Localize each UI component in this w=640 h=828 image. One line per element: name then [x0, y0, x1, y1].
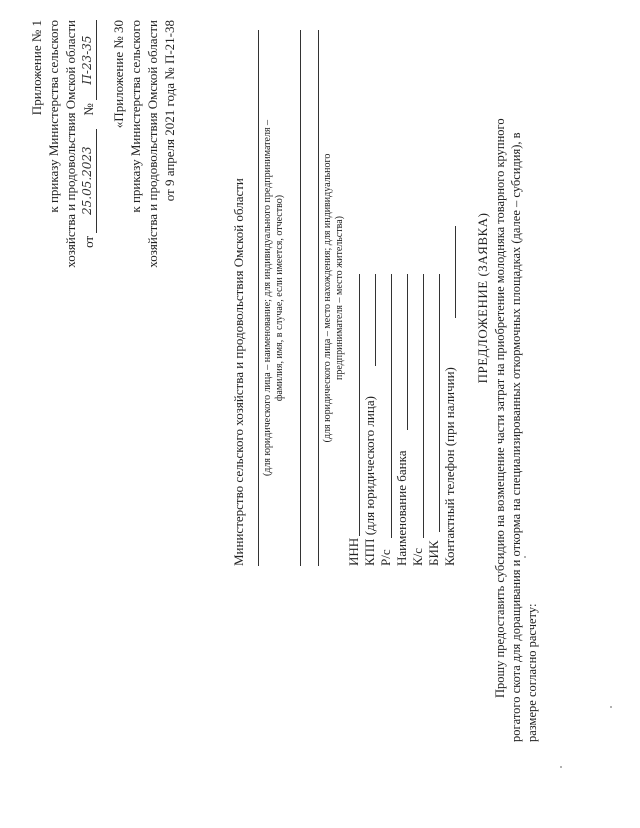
field-ks-line — [423, 274, 424, 538]
body-line1: Прошу предоставить субсидию на возмещение части затрат на приобретение молодняка товарного крупного — [493, 118, 507, 698]
field-bik-line — [439, 274, 440, 532]
scan-speck — [524, 556, 526, 558]
name-hint-line2: фамилия, имя, в случае, если имеется, отчество) — [274, 194, 285, 402]
name-line — [258, 30, 259, 566]
sub-appendix-line3: от 9 апреля 2021 года № П-21-38 — [162, 20, 177, 202]
address-hint-line1: (для юридического лица – место нахождения; для индивидуального — [322, 153, 333, 443]
sub-appendix-line2: хозяйства и продовольствия Омской области — [145, 20, 160, 268]
field-rs-label: Р/с — [378, 549, 393, 566]
field-ks-label: К/с — [410, 547, 425, 566]
appendix-date-row — [79, 20, 97, 440]
appendix-block — [28, 20, 97, 440]
scan-speck — [610, 706, 612, 708]
field-inn-label: ИНН — [346, 537, 361, 566]
field-phone-line — [455, 226, 456, 318]
field-bank-label: Наименование банка — [394, 450, 409, 566]
field-inn-line — [359, 274, 360, 536]
field-bank-line — [407, 274, 408, 430]
request-body — [492, 26, 540, 742]
date-value: 25.05.2023 — [79, 129, 97, 233]
name-hint — [262, 30, 286, 566]
number-prefix: № — [81, 103, 96, 116]
address-line — [318, 30, 319, 566]
field-rs-line — [391, 274, 392, 538]
sub-appendix-block — [110, 20, 178, 440]
body-line2: рогатого скота для доращивания и откорма на специализированных откормочных площадках (далее – субсидия), в — [509, 132, 523, 742]
appendix-line1: к приказу Министерства сельского — [46, 20, 61, 213]
appendix-line2: хозяйства и продовольствия Омской области — [63, 20, 78, 268]
name-line-2 — [300, 30, 301, 566]
body-line3: размере согласно расчету: — [525, 603, 539, 742]
address-hint-line2: предпринимателя – место жительства) — [334, 216, 345, 380]
name-hint-line1: (для юридического лица – наименование; для индивидуального предпринимателя – — [262, 119, 273, 477]
sub-appendix-line1: к приказу Министерства сельского — [128, 20, 143, 213]
document-heading: ПРЕДЛОЖЕНИЕ (ЗАЯВКА) — [475, 212, 490, 384]
appendix-title: Приложение № 1 — [29, 20, 44, 116]
field-kpp-line — [375, 274, 376, 366]
date-prefix: от — [81, 235, 96, 248]
field-phone-label: Контактный телефон (при наличии) — [442, 367, 457, 566]
addressee: Министерство сельского хозяйства и продовольствия Омской области — [231, 178, 246, 566]
sub-appendix-title: «Приложение № 30 — [111, 20, 126, 129]
field-bik-label: БИК — [426, 540, 441, 566]
scan-speck — [560, 766, 562, 768]
number-value: П-23-35 — [79, 20, 97, 100]
address-hint — [322, 30, 346, 566]
field-kpp-label: КПП (для юридического лица) — [362, 396, 377, 566]
